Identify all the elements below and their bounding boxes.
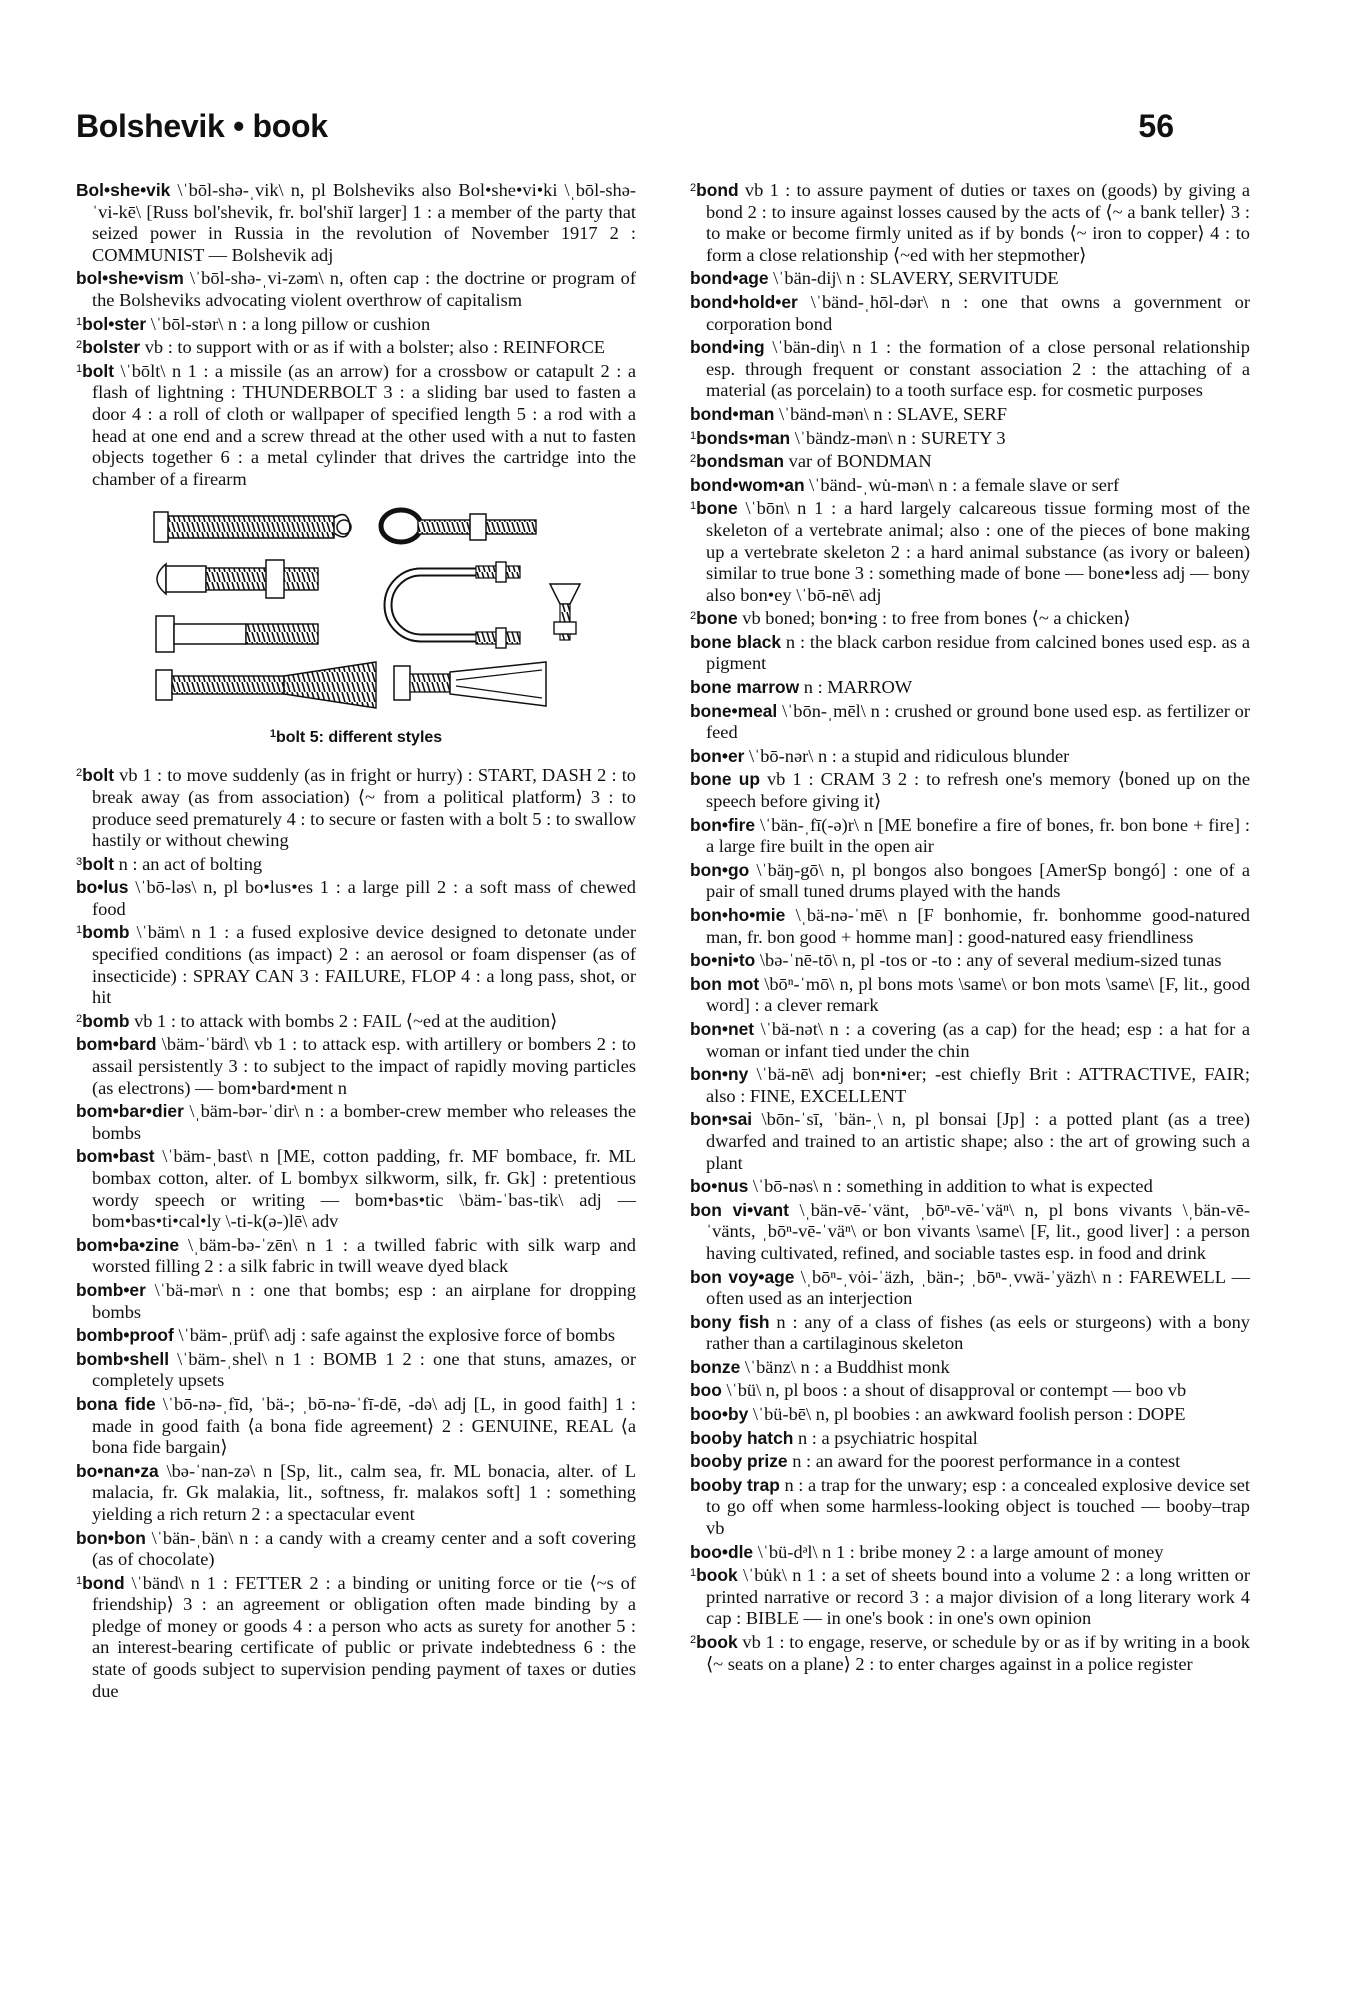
page-header xyxy=(76,108,1174,154)
dictionary-entry xyxy=(690,1107,1250,1174)
dictionary-entry xyxy=(690,1017,1250,1062)
entry-definition: \ˈbō-nəs\ n : something in addition to what is expected xyxy=(748,1176,1153,1197)
dictionary-entry xyxy=(690,290,1250,335)
homograph-number: 2 xyxy=(690,1634,697,1646)
entry-definition: \ˈbän-diŋ\ n 1 : the formation of a close personal relationship esp. through frequent or constant association 2 : the attaching of a material (as porcelain) to a tooth surface esp. for cosmetic purposes xyxy=(706,337,1250,401)
entry-definition: \ˈbäm-ˌprüf\ adj : safe against the explosive force of bombs xyxy=(173,1325,616,1346)
dictionary-entry xyxy=(690,1174,1250,1198)
homograph-number: 1 xyxy=(690,429,697,442)
dictionary-entry xyxy=(690,1449,1250,1473)
entry-definition: n : MARROW xyxy=(799,677,913,698)
entry-definition: \bə-ˈnē-tō\ n, pl -tos or -to : any of several medium-sized tunas xyxy=(755,950,1222,971)
dictionary-entry xyxy=(76,1347,636,1392)
homograph-number: 2 xyxy=(690,453,697,466)
left-column-top-entries xyxy=(76,178,636,490)
entry-headword: boo•dle xyxy=(690,1541,754,1562)
homograph-number: 1 xyxy=(76,924,83,937)
homograph-number: 1 xyxy=(76,1574,83,1587)
entry-definition: \ˈbänd\ n 1 : FETTER 2 : a binding or uniting force or tie ⟨~s of friendship⟩ 3 : an agreement or obligation often made binding by a pledge of money or goods 4 : a person who acts as surety for another 5 : an interest-bearing certificate of public or private indebtedness 6 : the state of goods subject to supervision pending payment of taxes or duties due xyxy=(92,1572,636,1701)
dictionary-entry xyxy=(76,1323,636,1347)
dictionary-entry xyxy=(690,1473,1250,1540)
dictionary-entry xyxy=(690,335,1250,402)
dictionary-entry xyxy=(690,744,1250,768)
entry-headword: bon•sai xyxy=(690,1109,753,1130)
running-head: Bolshevik • book xyxy=(76,108,328,144)
dictionary-entry xyxy=(690,1426,1250,1450)
u-bolt-icon xyxy=(388,562,520,648)
dictionary-entry xyxy=(690,675,1250,699)
entry-headword: bond xyxy=(696,180,739,200)
entry-headword: bone xyxy=(696,608,738,629)
homograph-number: 2 xyxy=(690,182,697,194)
entry-definition: \ˈbōn\ n 1 : a hard largely calcareous tissue forming most of the skeleton of a vertebrate animal; also : one of the pieces of bone making up a vertebrate skeleton 2 : a hard animal substance (as ivory or baleen) similar to true bone 3 : something made of bone — bone•less adj — bony also bon•ey \ˈbō-nē\ adj xyxy=(706,498,1250,605)
entry-headword: boo•by xyxy=(690,1404,749,1425)
homograph-number: 2 xyxy=(76,1012,83,1025)
entry-headword: bonze xyxy=(690,1356,741,1377)
entry-definition: \ˌbä-nə-ˈmē\ n [F bonhomie, fr. bonhomme good-natured man, fr. bon good + homme man] : good-natured easy friendliness xyxy=(706,905,1250,947)
entry-definition: n : any of a class of fishes (as eels or sturgeons) with a bony rather than a cartilaginous skeleton xyxy=(706,1311,1251,1354)
entry-definition: vb boned; bon•ing : to free from bones ⟨~ a chicken⟩ xyxy=(737,608,1131,629)
entry-headword: Bol•she•vik xyxy=(76,180,171,200)
dictionary-entry xyxy=(76,920,636,1008)
right-column xyxy=(690,178,1250,1675)
bolt-styles-drawing xyxy=(76,502,636,722)
dictionary-entry xyxy=(690,630,1250,675)
homograph-number: 1 xyxy=(76,315,83,328)
dictionary-entry xyxy=(690,948,1250,972)
expansion-bolt-icon xyxy=(394,662,546,706)
entry-headword: book xyxy=(696,1565,738,1586)
entry-headword: bon•ho•mie xyxy=(690,905,786,925)
dictionary-entry xyxy=(76,1526,636,1571)
entry-definition: \bōⁿ-ˈmō\ n, pl bons mots \same\ or bon mots \same\ [F, lit., good word] : a clever remark xyxy=(706,973,1250,1016)
entry-headword: bondsman xyxy=(696,451,785,472)
entry-definition: \ˈbōl-stər\ n : a long pillow or cushion xyxy=(146,313,431,334)
entry-definition: \ˈbōl-shə-ˌvi-zəm\ n, often cap : the doctrine or program of the Bolsheviks advocating violent overthrow of capitalism xyxy=(92,268,636,310)
dictionary-entry xyxy=(690,178,1250,266)
dictionary-entry xyxy=(76,1144,636,1232)
entry-definition: \ˌbäm-bə-ˈzēn\ n 1 : a twilled fabric with silk warp and worsted filling 2 : a silk fabric in twill weave dyed black xyxy=(92,1234,636,1277)
dictionary-entry xyxy=(690,1062,1250,1107)
entry-definition: \ˈbänd-ˌwu̇-mən\ n : a female slave or serf xyxy=(804,474,1120,495)
dictionary-entry xyxy=(690,1198,1250,1265)
dictionary-entry xyxy=(690,266,1250,290)
eye-bolt-icon xyxy=(381,510,536,542)
dictionary-entry xyxy=(76,312,636,336)
dictionary-entry xyxy=(690,858,1250,903)
entry-headword: bone black xyxy=(690,631,782,652)
entry-definition: vb 1 : to attack with bombs 2 : FAIL ⟨~ed at the audition⟩ xyxy=(129,1010,558,1031)
entry-definition: \ˈbōn-ˌmēl\ n : crushed or ground bone used esp. as fertilizer or feed xyxy=(706,700,1250,743)
entry-definition: vb 1 : to assure payment of duties or taxes on (goods) by giving a bond 2 : to insure against losses caused by the acts of ⟨~ a bank teller⟩ 3 : to make or become firmly united as if by bonds ⟨~ iron to copper⟩ 4 : to form a close relationship ⟨~ed with her stepmother⟩ xyxy=(706,180,1250,265)
entry-headword: bomb xyxy=(82,922,130,943)
homograph-number: 2 xyxy=(76,767,83,780)
entry-definition: \ˈbä-mər\ n : one that bombs; esp : an airplane for dropping bombs xyxy=(92,1279,636,1322)
entry-headword: bom•ba•zine xyxy=(76,1234,180,1255)
entry-headword: bond•wom•an xyxy=(690,474,805,495)
entry-headword: bon•go xyxy=(690,859,750,880)
entry-definition: n : a trap for the unwary; esp : a concealed explosive device set to go off when some harmless-looking object is touched — booby–trap vb xyxy=(706,1474,1250,1539)
entry-definition: \ˈbu̇k\ n 1 : a set of sheets bound into a volume 2 : a long written or printed narrative or record 3 : a major division of a long literary work 4 cap : BIBLE — in one's book : in one's own opinion xyxy=(706,1565,1250,1629)
entry-definition: n : an award for the poorest performance in a contest xyxy=(787,1451,1181,1472)
entry-headword: bo•nan•za xyxy=(76,1460,159,1481)
homograph-number: 1 xyxy=(690,500,697,513)
entry-headword: bon mot xyxy=(690,973,760,994)
entry-definition: \ˈbäŋ-gō\ n, pl bongos also bongoes [AmerSp bongó] : one of a pair of small tuned drums played with the hands xyxy=(706,859,1250,902)
entry-headword: bonds•man xyxy=(696,427,791,448)
entry-headword: bone up xyxy=(690,769,760,790)
threaded-rod-icon xyxy=(154,512,351,542)
entry-headword: bo•ni•to xyxy=(690,950,756,971)
entry-headword: bon•ny xyxy=(690,1064,749,1085)
entry-headword: bond•ing xyxy=(690,337,765,358)
entry-headword: bon•er xyxy=(690,745,745,766)
dictionary-entry xyxy=(76,1099,636,1144)
entry-headword: bolster xyxy=(82,337,141,358)
entry-definition: \ˈbänd-ˌhōl-dər\ n : one that owns a government or corporation bond xyxy=(706,291,1250,334)
entry-headword: bona fide xyxy=(76,1393,156,1414)
hex-bolt-icon xyxy=(156,616,318,652)
entry-definition: \ˈbōl-shə-ˌvik\ n, pl Bolsheviks also Bol•she•vi•ki \ˌbōl-shə-ˈvi-kē\ [Russ bol'shevik, fr. bol'shiĭ larger] 1 : a member of the party that seized power in Russia in the revolution of November 1917 2 : COMMUNIST — Bolshevik adj xyxy=(92,180,636,265)
dictionary-entry xyxy=(76,1571,636,1703)
entry-headword: booby trap xyxy=(690,1474,780,1495)
left-column-bottom-entries xyxy=(76,763,636,1702)
entry-definition: \ˈbä-nət\ n : a covering (as a cap) for the head; esp : a hat for a woman or infant tied under the chin xyxy=(706,1018,1250,1061)
carriage-bolt-icon xyxy=(157,560,318,598)
entry-definition: \bōn-ˈsī, ˈbän-ˌ\ n, pl bonsai [Jp] : a potted plant (as a tree) dwarfed and trained to an artistic shape; also : the art of growing such a plant xyxy=(706,1109,1250,1173)
dictionary-entry xyxy=(76,763,636,851)
dictionary-entry xyxy=(690,1630,1250,1675)
toggle-bolt-icon xyxy=(156,662,376,708)
entry-definition: vb 1 : to move suddenly (as in fright or hurry) : START, DASH 2 : to break away (as from association) ⟨~ from a political platform⟩ 3 : to produce seed prematurely 4 : to secure or fasten with a bolt 5 : to swallow hastily or without chewing xyxy=(92,765,636,851)
entry-definition: \ˈbäm-ˌbast\ n [ME, cotton padding, fr. MF bombace, fr. ML bombax cotton, alter. of L bombyx silkworm, silk, fr. Gk] : pretentious wordy speech or writing — bom•bas•tic \bäm-ˈbas-tik\ adj — bom•bas•ti•cal•ly \-ti-k(ə-)lē\ adv xyxy=(92,1146,636,1232)
entry-definition: \ˈbü-bē\ n, pl boobies : an awkward foolish person : DOPE xyxy=(748,1404,1186,1425)
dictionary-entry xyxy=(690,699,1250,744)
entry-headword: bo•lus xyxy=(76,877,129,898)
dictionary-entry xyxy=(690,426,1250,450)
dictionary-entry xyxy=(76,335,636,359)
dictionary-entry xyxy=(76,1278,636,1323)
entry-headword: boo xyxy=(690,1380,722,1401)
entry-headword: bol•she•vism xyxy=(76,268,184,289)
entry-headword: bolt xyxy=(82,853,114,874)
entry-definition: \ˌbäm-bər-ˈdir\ n : a bomber-crew member who releases the bombs xyxy=(92,1101,636,1143)
entry-definition: \ˈbü-dᵊl\ n 1 : bribe money 2 : a large amount of money xyxy=(753,1541,1164,1562)
dictionary-entry xyxy=(690,1402,1250,1426)
entry-headword: bone•meal xyxy=(690,700,778,721)
entry-definition: \ˈbänd-mən\ n : SLAVE, SERF xyxy=(774,403,1007,424)
entry-definition: \ˈbän-ˌbän\ n : a candy with a creamy center and a soft covering (as of chocolate) xyxy=(92,1527,636,1570)
dictionary-entry xyxy=(76,266,636,311)
entry-definition: var of BONDMAN xyxy=(784,451,932,472)
dictionary-entry xyxy=(690,1540,1250,1564)
entry-headword: bom•bast xyxy=(76,1146,155,1167)
page-number: 56 xyxy=(1138,108,1174,144)
entry-definition: \ˌbän-vē-ˈvänt, ˌbōⁿ-vē-ˈväⁿ\ n, pl bons vivants \ˌbän-vē-ˈvänts, ˌbōⁿ-vē-ˈväⁿ\ or bon vivants \same\ [F, lit., good liver] : a person having cultivated, refined, and sociable tastes esp. in food and drink xyxy=(706,1199,1250,1263)
entry-definition: \ˈbō-ləs\ n, pl bo•lus•es 1 : a large pill 2 : a soft mass of chewed food xyxy=(92,877,636,919)
homograph-number: 1 xyxy=(690,1567,697,1580)
dictionary-entry xyxy=(76,875,636,920)
entry-headword: bon vi•vant xyxy=(690,1199,789,1220)
entry-headword: bone xyxy=(696,498,738,519)
entry-definition: \ˈbō-nə-ˌfīd, ˈbä-; ˌbō-nə-ˈfī-dē, -də\ adj [L, in good faith] 1 : made in good faith ⟨a bona fide agreement⟩ 2 : GENUINE, REAL ⟨a bona fide bargain⟩ xyxy=(92,1393,636,1458)
dictionary-entry xyxy=(690,606,1250,630)
dictionary-entry xyxy=(690,1265,1250,1310)
homograph-number: 2 xyxy=(690,610,697,623)
dictionary-entry xyxy=(76,178,636,266)
dictionary-entry xyxy=(690,402,1250,426)
entry-definition: \ˈbäm-ˌshel\ n 1 : BOMB 1 2 : one that stuns, amazes, or completely upsets xyxy=(92,1348,636,1391)
entry-headword: bon•bon xyxy=(76,1527,146,1548)
entry-definition: \ˈbändz-mən\ n : SURETY 3 xyxy=(790,427,1006,448)
entry-headword: bom•bard xyxy=(76,1034,157,1055)
entry-definition: \ˈbäm\ n 1 : a fused explosive device designed to detonate under specified conditions (as impact) 2 : an aerosol or foam dispenser (as of insecticide) : SPRAY CAN 3 : FAILURE, FLOP 4 : a long pass, shot, or hit xyxy=(92,922,636,1008)
entry-definition: \ˈbä-nē\ adj bon•ni•er; -est chiefly Brit : ATTRACTIVE, FAIR; also : FINE, EXCELLENT xyxy=(706,1064,1250,1106)
entry-headword: bond•man xyxy=(690,403,775,424)
entry-headword: book xyxy=(696,1632,738,1652)
entry-definition: \ˈbō-nər\ n : a stupid and ridiculous blunder xyxy=(744,745,1070,766)
dictionary-entry xyxy=(690,1378,1250,1402)
entry-definition: n : an act of bolting xyxy=(114,853,263,874)
entry-definition: vb 1 : to engage, reserve, or schedule by or as if by writing in a book ⟨~ seats on a plane⟩ 2 : to enter charges against in a police register xyxy=(706,1632,1250,1674)
countersunk-bolt-icon xyxy=(550,584,580,640)
dictionary-entry xyxy=(76,1392,636,1459)
entry-headword: bond•age xyxy=(690,268,769,289)
entry-definition: n : a psychiatric hospital xyxy=(793,1427,978,1448)
entry-headword: bond xyxy=(82,1572,125,1593)
entry-headword: bomb xyxy=(82,1010,130,1031)
dictionary-entry xyxy=(76,852,636,876)
homograph-number: 3 xyxy=(76,855,83,868)
homograph-number: 1 xyxy=(76,362,83,375)
entry-definition: \bäm-ˈbärd\ vb 1 : to attack esp. with artillery or bombers 2 : to assail persistently 3 : to subject to the impact of rapidly moving particles (as electrons) — bom•bard•ment n xyxy=(92,1034,636,1098)
left-column xyxy=(76,178,636,1702)
dictionary-entry xyxy=(690,767,1250,812)
homograph-number: 2 xyxy=(76,339,83,352)
entry-headword: bol•ster xyxy=(82,313,147,334)
entry-definition: \ˈbü\ n, pl boos : a shout of disapproval or contempt — boo vb xyxy=(721,1380,1187,1401)
dictionary-entry xyxy=(690,449,1250,473)
entry-headword: bom•bar•dier xyxy=(76,1101,184,1122)
entry-headword: booby prize xyxy=(690,1451,788,1472)
dictionary-entry xyxy=(690,1355,1250,1379)
dictionary-entry xyxy=(76,1032,636,1099)
dictionary-entry xyxy=(690,496,1250,606)
bolt-illustration xyxy=(76,502,636,757)
entry-definition: \ˈbōlt\ n 1 : a missile (as an arrow) for a crossbow or catapult 2 : a flash of lightning : THUNDERBOLT 3 : a sliding bar used to fasten a door 4 : a roll of cloth or wallpaper of specified length 5 : a rod with a head at one end and a screw thread at the other used with a nut to fasten objects together 6 : a metal cylinder that drives the cartridge into the chamber of a firearm xyxy=(92,360,636,489)
entry-headword: bomb•shell xyxy=(76,1348,170,1369)
figure-caption: $^1$bolt 5: different styles xyxy=(269,728,443,747)
entry-headword: bo•nus xyxy=(690,1176,749,1197)
entry-definition: n : the black carbon residue from calcined bones used esp. as a pigment xyxy=(706,631,1250,674)
dictionary-entry xyxy=(690,1310,1250,1355)
entry-headword: bon•net xyxy=(690,1018,755,1039)
dictionary-entry xyxy=(76,1009,636,1033)
dictionary-entry xyxy=(690,473,1250,497)
dictionary-entry xyxy=(690,813,1250,858)
entry-headword: booby hatch xyxy=(690,1427,794,1448)
dictionary-entry xyxy=(690,903,1250,948)
entry-definition: \ˈbän-dij\ n : SLAVERY, SERVITUDE xyxy=(768,268,1059,289)
dictionary-entry xyxy=(690,1563,1250,1630)
entry-headword: bolt xyxy=(82,360,114,381)
entry-definition: vb : to support with or as if with a bolster; also : REINFORCE xyxy=(140,337,605,358)
dictionary-entry xyxy=(76,359,636,491)
dictionary-entry xyxy=(690,972,1250,1017)
entry-definition: \ˈbän-ˌfī(-ə)r\ n [ME bonefire a fire of bones, fr. bon bone + fire] : a large fire built in the open air xyxy=(706,814,1250,857)
entry-headword: bomb•er xyxy=(76,1279,146,1300)
dictionary-entry xyxy=(76,1233,636,1278)
entry-headword: bon•fire xyxy=(690,814,756,835)
dictionary-entry xyxy=(76,1459,636,1526)
entry-headword: bomb•proof xyxy=(76,1325,174,1346)
entry-definition: \ˌbōⁿ-ˌvȯi-ˈäzh, ˌbän-; ˌbōⁿ-ˌvwä-ˈyäzh\ n : FAREWELL — often used as an interjection xyxy=(706,1266,1250,1309)
entry-headword: bond•hold•er xyxy=(690,291,798,312)
entry-definition: \bə-ˈnan-zə\ n [Sp, lit., calm sea, fr. ML bonacia, alter. of L malacia, fr. Gk malakia, lit., softness, fr. malakos soft] 1 : something yielding a rich return 2 : a spectacular event xyxy=(92,1460,636,1524)
entry-headword: bone marrow xyxy=(690,677,800,698)
entry-headword: bolt xyxy=(82,765,114,786)
entry-headword: bony fish xyxy=(690,1311,770,1332)
entry-definition: vb 1 : CRAM 3 2 : to refresh one's memory ⟨boned up on the speech before giving it⟩ xyxy=(706,769,1250,812)
entry-definition: \ˈbänz\ n : a Buddhist monk xyxy=(740,1356,950,1377)
entry-headword: bon voy•age xyxy=(690,1266,795,1287)
